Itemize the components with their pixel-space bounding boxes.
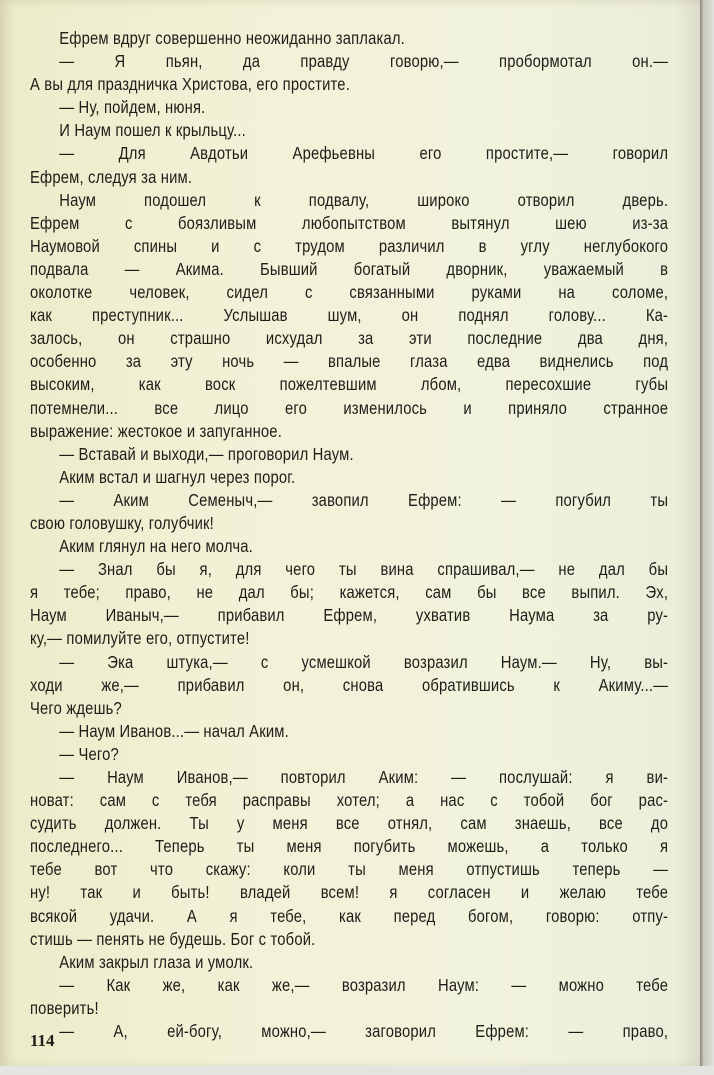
text-line: Наумовой спины и с трудом различил в углу неглубокого <box>30 235 669 256</box>
text-line: я тебе; право, не дал бы; кажется, сам бы все выпил. Эх, <box>30 582 669 603</box>
text-line: — Чего? <box>59 743 119 764</box>
text-line: потемнели... все лицо его изменилось и приняло странное <box>30 397 669 418</box>
text-line: поверить! <box>30 997 99 1018</box>
text-line: И Наум пошел к крыльцу... <box>59 120 246 141</box>
text-line: свою головушку, голубчик! <box>30 512 214 533</box>
text-line: — Аким Семеныч,— завопил Ефрем: — погубил ты <box>59 489 669 510</box>
text-line: особенно за эту ночь — впалые глаза едва виднелись под <box>30 351 669 372</box>
text-line: — Наум Иванов,— повторил Аким: — послушай: я ви- <box>59 767 669 787</box>
text-line: — Для Авдотьи Арефьевны его простите,— говорил <box>59 143 669 164</box>
text-line: — Я пьян, да правду говорю,— пробормотал он.— <box>59 51 669 72</box>
text-line: как преступник... Услышав шум, он поднял голову... Ка- <box>30 305 669 326</box>
text-line: высоким, как воск пожелтевшим лбом, пересохшие губы <box>30 374 669 395</box>
page-edge-shadow <box>700 0 714 1075</box>
text-line: Чего ждешь? <box>30 697 122 718</box>
page-number: 114 <box>30 1031 55 1050</box>
text-line: последнего... Теперь ты меня погубить можешь, а только я <box>30 836 669 857</box>
text-line: судить должен. Ты у меня все отнял, сам знаешь, все до <box>30 813 669 834</box>
text-line: — Эка штука,— с усмешкой возразил Наум.— Ну, вы- <box>59 651 669 672</box>
text-line: Наум Иваныч,— прибавил Ефрем, ухватив Наума за ру- <box>30 605 669 626</box>
text-line: новат: сам с тебя расправы хотел; а нас с тобой бог рас- <box>30 790 669 811</box>
text-line: Ефрем, следуя за ним. <box>30 166 193 187</box>
page-bottom-edge <box>0 1066 714 1075</box>
text-line: всякой удачи. А я тебе, как перед богом, говорю: отпу- <box>30 905 669 926</box>
page-body-text <box>30 28 668 1044</box>
text-line: ходи же,— прибавил он, снова обратившись к Акиму...— <box>30 674 669 695</box>
text-line: Аким встал и шагнул через порог. <box>59 466 296 487</box>
text-line: ку,— помилуйте его, отпустите! <box>30 628 250 649</box>
text-line: ну! так и быть! владей всем! я согласен и желаю тебе <box>30 882 669 903</box>
text-line: подвала — Акима. Бывший богатый дворник, уважаемый в <box>30 258 669 279</box>
text-line: — Вставай и выходи,— проговорил Наум. <box>59 443 354 464</box>
text-line: Ефрем вдруг совершенно неожиданно заплакал. <box>59 28 405 48</box>
text-line: залось, он страшно исхудал за эти последние два дня, <box>30 328 669 349</box>
text-line: — Как же, как же,— возразил Наум: — можно тебе <box>59 974 669 995</box>
text-line: — Ну, пойдем, нюня. <box>59 97 206 118</box>
text-line: стишь — пенять не будешь. Бог с тобой. <box>30 928 316 949</box>
text-line: Наум подошел к подвалу, широко отворил дверь. <box>59 189 669 210</box>
text-line: А вы для праздничка Христова, его простите. <box>30 74 350 95</box>
text-line: тебе вот что скажу: коли ты меня отпустишь теперь — <box>30 859 669 880</box>
text-line: — Знал бы я, для чего ты вина спрашивал,— не дал бы <box>59 559 669 580</box>
text-line: — Наум Иванов...— начал Аким. <box>59 720 289 741</box>
text-line: Аким закрыл глаза и умолк. <box>59 951 254 972</box>
text-line: околотке человек, сидел с связанными руками на соломе, <box>30 282 669 303</box>
text-line: Аким глянул на него молча. <box>59 536 253 557</box>
text-line: — А, ей-богу, можно,— заговорил Ефрем: — право, <box>59 1021 669 1042</box>
text-line: выражение: жестокое и запуганное. <box>30 420 282 441</box>
text-line: Ефрем с боязливым любопытством вытянул шею из-за <box>30 212 669 233</box>
